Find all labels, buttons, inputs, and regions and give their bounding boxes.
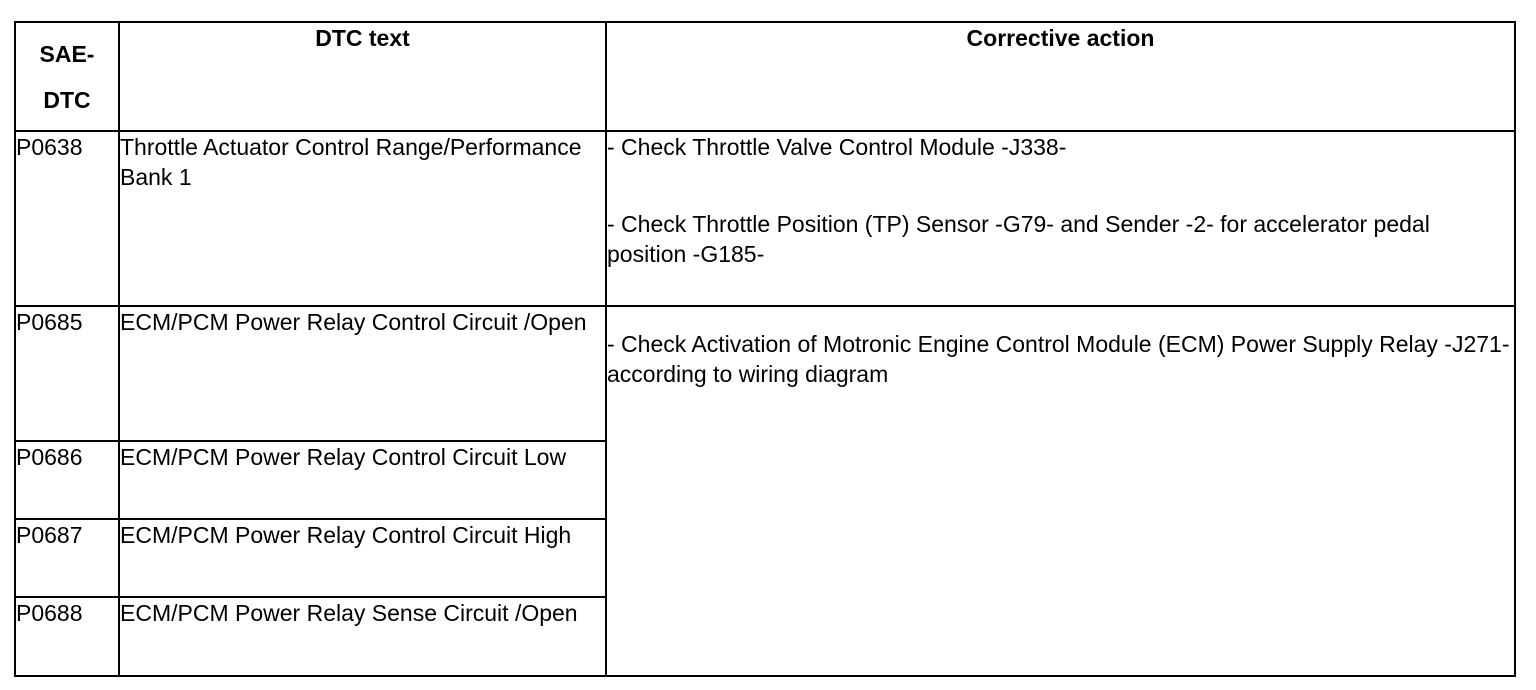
- dtc-code: P0686: [15, 441, 119, 519]
- dtc-text: Throttle Actuator Control Range/Performance Bank 1: [119, 131, 606, 306]
- action-line: - Check Activation of Motronic Engine Control Module (ECM) Power Supply Relay -J271- according to wiring diagram: [607, 330, 1510, 387]
- dtc-code: P0638: [15, 131, 119, 306]
- header-dtc-text: DTC text: [119, 22, 606, 131]
- action-line: - Check Throttle Position (TP) Sensor -G79- and Sender -2- for accelerator pedal position -G185-: [607, 210, 1430, 267]
- dtc-code: P0685: [15, 306, 119, 441]
- action-line: - Check Throttle Valve Control Module -J338-: [607, 133, 1067, 160]
- dtc-code: P0688: [15, 597, 119, 676]
- corrective-action: [606, 131, 1515, 306]
- dtc-table: [14, 21, 1516, 677]
- header-sae-dtc-line2: DTC: [43, 87, 91, 113]
- table-row: [15, 306, 1515, 441]
- dtc-code: P0687: [15, 519, 119, 597]
- header-sae-dtc-line1: SAE-: [39, 41, 95, 67]
- corrective-action: [606, 306, 1515, 676]
- header-corrective-action: Corrective action: [606, 22, 1515, 131]
- dtc-text: ECM/PCM Power Relay Sense Circuit /Open: [119, 597, 606, 676]
- header-sae-dtc: [15, 22, 119, 131]
- table-row: [15, 131, 1515, 306]
- action-spacer: [607, 162, 1514, 209]
- header-row: [15, 22, 1515, 131]
- dtc-text: ECM/PCM Power Relay Control Circuit Low: [119, 441, 606, 519]
- dtc-text: ECM/PCM Power Relay Control Circuit High: [119, 519, 606, 597]
- dtc-text: ECM/PCM Power Relay Control Circuit /Open: [119, 306, 606, 441]
